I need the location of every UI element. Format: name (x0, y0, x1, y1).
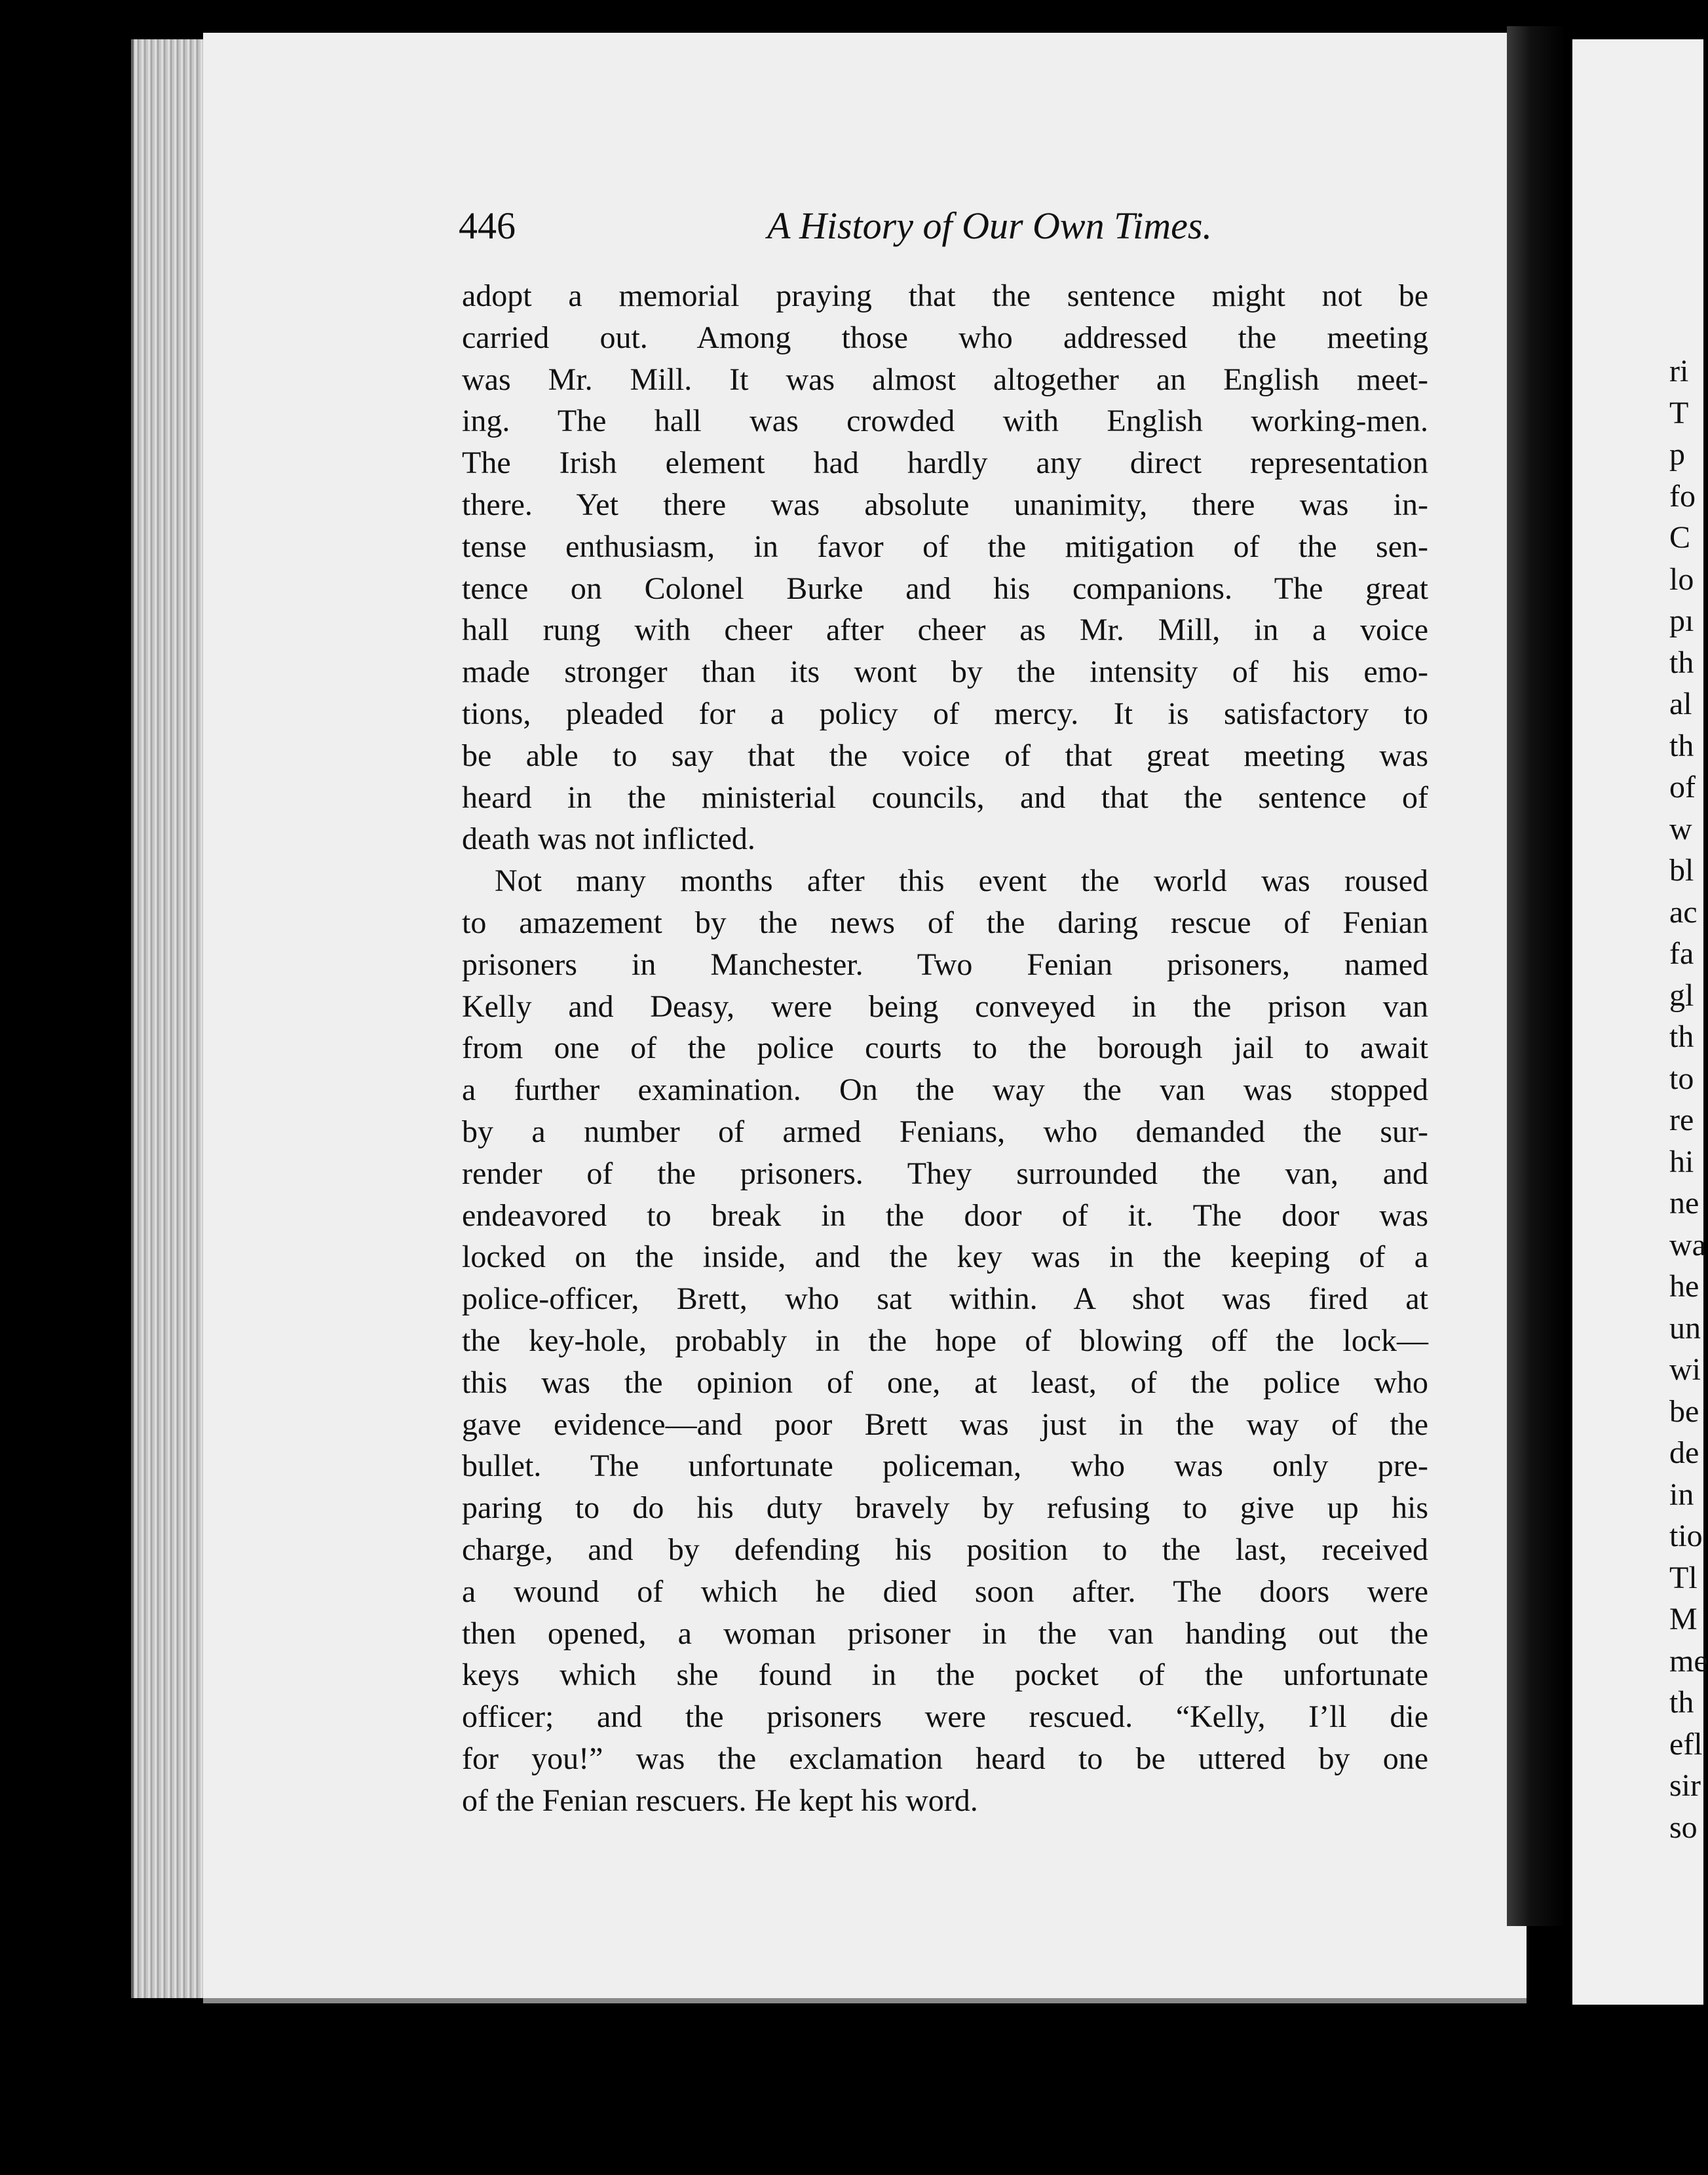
right-page-line-fragment: wa (1669, 1227, 1706, 1262)
text-line: keys which she found in the pocket of the unfortunate (462, 1657, 1428, 1693)
page-edges (131, 39, 212, 1998)
text-line: a further examination. On the way the van was stopped (462, 1072, 1428, 1108)
running-head (459, 197, 1428, 255)
text-line: made stronger than its wont by the intensity of his emo- (462, 654, 1428, 690)
right-page-line-fragment: p (1669, 437, 1685, 472)
right-page-line-fragment: to (1669, 1061, 1694, 1096)
text-line: The Irish element had hardly any direct representation (462, 445, 1428, 481)
text-line: gave evidence—and poor Brett was just in the way of the (462, 1407, 1428, 1442)
text-line: this was the opinion of one, at least, of the police who (462, 1365, 1428, 1400)
text-line: tense enthusiasm, in favor of the mitigation of the sen- (462, 529, 1428, 564)
right-page-line-fragment: C (1669, 520, 1691, 555)
text-line: endeavored to break in the door of it. The door was (462, 1198, 1428, 1233)
text-line: Kelly and Deasy, were being conveyed in the prison van (462, 989, 1428, 1024)
right-page-line-fragment: w (1669, 811, 1692, 846)
right-page-line-fragment: re (1669, 1103, 1694, 1137)
text-line: was Mr. Mill. It was almost altogether an English meet- (462, 362, 1428, 397)
text-line: prisoners in Manchester. Two Fenian prisoners, named (462, 947, 1428, 982)
right-page-line-fragment: fa (1669, 936, 1694, 971)
text-line: of the Fenian rescuers. He kept his word. (462, 1783, 978, 1818)
text-line: locked on the inside, and the key was in the keeping of a (462, 1239, 1428, 1275)
book-title: A History of Our Own Times. (767, 204, 1212, 247)
paragraph (462, 275, 1428, 860)
right-page-line-fragment: gl (1669, 977, 1694, 1013)
right-page-line-fragment: M (1669, 1602, 1698, 1636)
right-page-line-fragment: so (1669, 1809, 1698, 1845)
text-line: by a number of armed Fenians, who demanded the sur- (462, 1114, 1428, 1149)
text-line: Not many months after this event the world was roused (495, 863, 1428, 899)
right-page-line-fragment: ri (1669, 354, 1689, 388)
text-line: carried out. Among those who addressed the meeting (462, 320, 1428, 355)
text-line: heard in the ministerial councils, and that the sentence of (462, 780, 1428, 815)
right-page-line-fragment: T (1669, 395, 1689, 430)
right-page-text (1669, 350, 1708, 1848)
right-page-line-fragment: tio (1669, 1519, 1703, 1553)
text-line: death was not inflicted. (462, 822, 755, 857)
right-page-line-fragment: in (1669, 1477, 1694, 1512)
text-line: there. Yet there was absolute unanimity, there was in- (462, 487, 1428, 522)
text-line: officer; and the prisoners were rescued. “Kelly, I’ll die (462, 1699, 1428, 1735)
book-gutter (1507, 26, 1566, 1926)
text-line: be able to say that the voice of that great meeting was (462, 738, 1428, 773)
text-line: tions, pleaded for a policy of mercy. It is satisfactory to (462, 696, 1428, 731)
right-page-line-fragment: bl (1669, 853, 1694, 888)
paragraph (462, 860, 1428, 1821)
page-number: 446 (459, 204, 516, 247)
right-page-line-fragment: fo (1669, 478, 1696, 514)
text-line: then opened, a woman prisoner in the van handing out the (462, 1616, 1428, 1651)
right-page-line-fragment: th (1669, 1019, 1694, 1054)
right-page-line-fragment: th (1669, 728, 1694, 763)
right-page-line-fragment: me (1669, 1643, 1708, 1678)
right-page-line-fragment: lo (1669, 561, 1694, 597)
text-line: a wound of which he died soon after. The doors were (462, 1574, 1428, 1609)
text-line: render of the prisoners. They surrounded the van, and (462, 1156, 1428, 1191)
right-page-line-fragment: be (1669, 1393, 1699, 1429)
right-page-line-fragment: th (1669, 1685, 1694, 1720)
right-page-line-fragment: efl (1669, 1726, 1703, 1762)
text-line: bullet. The unfortunate policeman, who was only pre- (462, 1448, 1428, 1484)
text-line: ing. The hall was crowded with English working-men. (462, 404, 1428, 439)
text-line: from one of the police courts to the borough jail to await (462, 1031, 1428, 1066)
text-line: to amazement by the news of the daring rescue of Fenian (462, 905, 1428, 940)
body-text (462, 275, 1428, 1821)
right-page-line-fragment: th (1669, 645, 1694, 680)
right-page-line-fragment: al (1669, 687, 1692, 721)
text-line: tence on Colonel Burke and his companions. The great (462, 571, 1428, 606)
text-line: the key-hole, probably in the hope of blowing off the lock— (462, 1323, 1428, 1358)
right-page-line-fragment: ne (1669, 1186, 1699, 1220)
text-line: hall rung with cheer after cheer as Mr. Mill, in a voice (462, 613, 1428, 648)
right-page-line-fragment: he (1669, 1269, 1699, 1304)
right-page-line-fragment: de (1669, 1435, 1699, 1470)
text-line: paring to do his duty bravely by refusing to give up his (462, 1490, 1428, 1526)
right-page-line-fragment: pı (1669, 603, 1694, 638)
right-page-line-fragment: Tl (1669, 1560, 1698, 1595)
right-page-line-fragment: sir (1669, 1768, 1701, 1803)
text-line: charge, and by defending his position to the last, received (462, 1532, 1428, 1567)
text-line: adopt a memorial praying that the sentence might not be (462, 278, 1428, 313)
right-page-line-fragment: hi (1669, 1144, 1694, 1179)
right-page-line-fragment: of (1669, 770, 1696, 804)
text-line: for you!” was the exclamation heard to be uttered by one (462, 1741, 1428, 1776)
right-page-line-fragment: ac (1669, 894, 1698, 930)
text-line: police-officer, Brett, who sat within. A shot was fired at (462, 1281, 1428, 1317)
right-page-line-fragment: un (1669, 1310, 1701, 1346)
right-page-line-fragment: wi (1669, 1352, 1701, 1387)
